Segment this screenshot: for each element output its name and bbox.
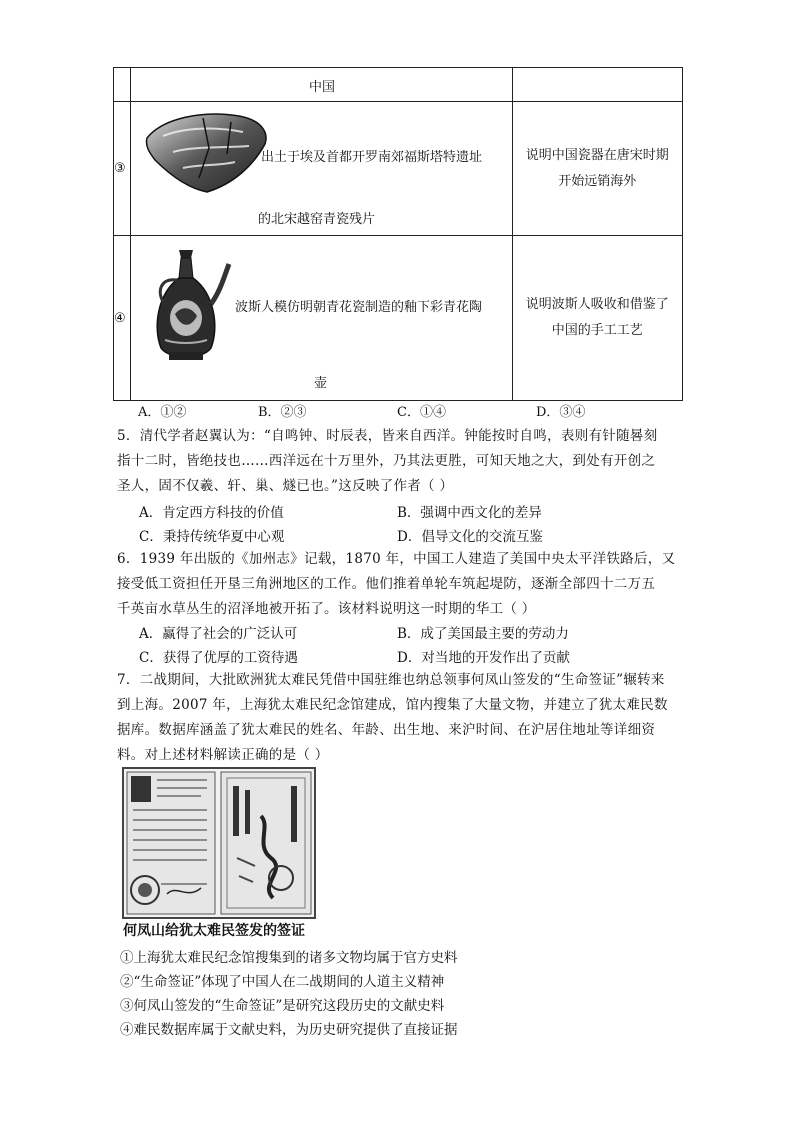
question-5-line: 5．清代学者赵翼认为：“自鸣钟、时辰表，皆来自西洋。钟能按时自鸣，表则有针随晷刻 — [117, 428, 658, 444]
option-b[interactable]: B．②③ — [258, 405, 307, 420]
question-7-line: 料。对上述材料解读正确的是（ ） — [117, 747, 329, 763]
table-cell-explanation — [512, 236, 682, 401]
table-cell-item — [130, 102, 512, 236]
q5-option-c[interactable]: C．秉持传统华夏中心观 — [139, 529, 285, 545]
q7-statement-1: ①上海犹太难民纪念馆搜集到的诸多文物均属于官方史料 — [120, 950, 458, 966]
visa-document-image — [121, 766, 317, 920]
table-cell-number — [114, 102, 131, 236]
table-cell-number — [114, 68, 131, 102]
row-number: ③ — [114, 161, 126, 177]
q7-statement-4: ④难民数据库属于文献史料，为历史研究提供了直接证据 — [120, 1022, 458, 1038]
question-6-stem — [117, 547, 677, 622]
row1-right-b: 开始远销海外 — [558, 173, 637, 189]
row2-text-b: 壶 — [313, 376, 327, 391]
question-5-line: 圣人，固不仅羲、轩、巢、燧已也。”这反映了作者（ ） — [117, 478, 454, 494]
table-cell-explanation — [512, 102, 682, 236]
question-5-stem — [117, 424, 677, 499]
q6-option-b[interactable]: B．成了美国最主要的劳动力 — [397, 626, 569, 642]
q5-option-d[interactable]: D．倡导文化的交流互鉴 — [397, 529, 543, 545]
q7-statement-3: ③何凤山签发的“生命签证”是研究这段历史的文献史料 — [120, 998, 445, 1014]
table-cell-number — [114, 236, 131, 401]
row-number: ④ — [114, 310, 126, 326]
question-4-table — [113, 67, 683, 401]
q6-option-c[interactable]: C．获得了优厚的工资待遇 — [139, 650, 298, 666]
q5-option-a[interactable]: A．肯定西方科技的价值 — [139, 505, 284, 521]
visa-image-caption: 何凤山给犹太难民签发的签证 — [123, 923, 305, 939]
blue-white-ewer-image — [151, 244, 231, 366]
q6-option-a[interactable]: A．赢得了社会的广泛认可 — [139, 626, 298, 642]
question-7-line: 7．二战期间，大批欧洲犹太难民凭借中国驻维也纳总领事何凤山签发的“生命签证”辗转来 — [117, 672, 665, 688]
row0-text: 中国 — [308, 80, 335, 95]
row1-text-a: 出土于埃及首都开罗南郊福斯塔特遗址 — [260, 150, 482, 166]
question-6-line: 6．1939 年出版的《加州志》记载，1870 年，中国工人建造了美国中央太平洋铁路后，又 — [117, 551, 676, 567]
row1-text-b: 的北宋越窑青瓷残片 — [257, 212, 375, 228]
table-cell-item — [130, 236, 512, 401]
celadon-shard-image — [143, 108, 271, 196]
q7-statement-2: ②“生命签证”体现了中国人在二战期间的人道主义精神 — [120, 974, 445, 990]
question-5-line: 指十二时，皆绝技也……西洋远在十万里外，乃其法更胜，可知天地之大，到处有开创之 — [117, 453, 656, 469]
question-6-line: 千英亩水草丛生的沼泽地被开拓了。该材料说明这一时期的华工（ ） — [117, 601, 536, 617]
row1-right-a: 说明中国瓷器在唐宋时期 — [525, 147, 669, 163]
q6-option-d[interactable]: D．对当地的开发作出了贡献 — [397, 650, 570, 666]
question-7-stem — [117, 668, 677, 768]
question-6-line: 接受低工资担任开垦三角洲地区的工作。他们推着单轮车筑起堤防，逐渐全部四十二万五 — [117, 576, 656, 592]
row2-right-a: 说明波斯人吸收和借鉴了 — [525, 297, 669, 312]
question-7-line: 到上海。2007 年，上海犹太难民纪念馆建成，馆内搜集了大量文物，并建立了犹太难民数 — [117, 697, 668, 713]
row2-text-a: 波斯人模仿明朝青花瓷制造的釉下彩青花陶 — [234, 300, 482, 315]
q5-option-b[interactable]: B．强调中西文化的差异 — [397, 505, 542, 521]
row2-right-b: 中国的手工工艺 — [551, 323, 643, 338]
option-d[interactable]: D．③④ — [536, 405, 586, 420]
table-cell-explanation — [512, 68, 682, 102]
question-7-line: 据库。数据库涵盖了犹太难民的姓名、年龄、出生地、来沪时间、在沪居住地址等详细资 — [117, 722, 656, 738]
table-cell-item — [130, 68, 512, 102]
option-a[interactable]: A．①② — [138, 405, 187, 420]
option-c[interactable]: C．①④ — [397, 405, 446, 420]
